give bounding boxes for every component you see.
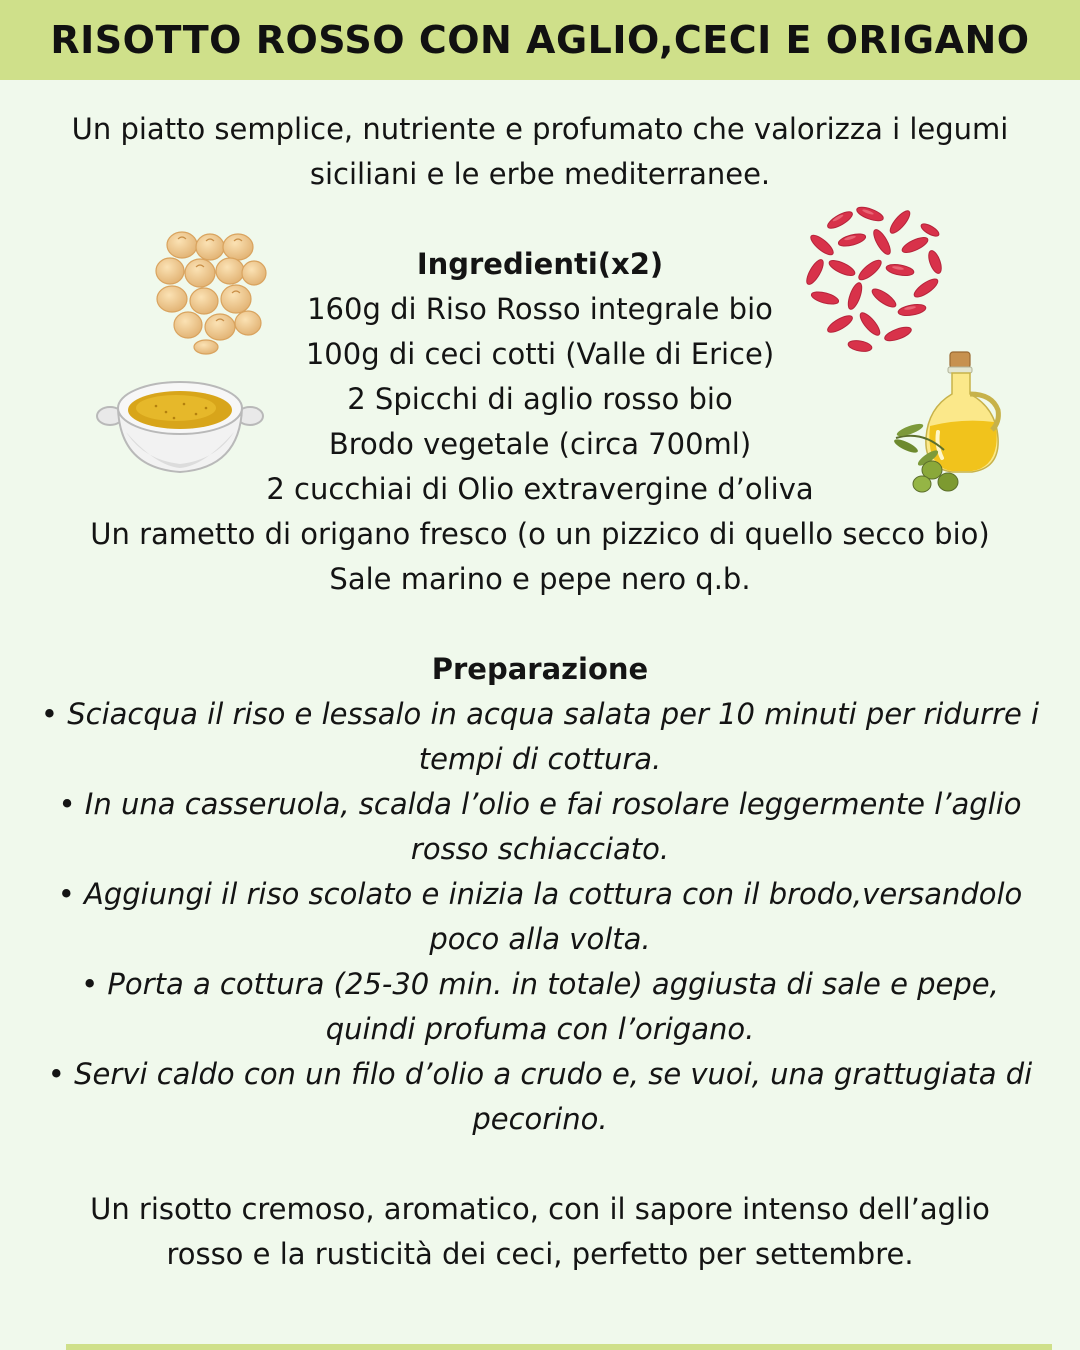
preparation-heading: Preparazione [431, 652, 649, 686]
intro-line-1: Un piatto semplice, nutriente e profumato che valorizza i legumi [71, 112, 1009, 146]
outro-line-1: Un risotto cremoso, aromatico, con il sapore intenso dell’aglio [90, 1192, 990, 1226]
ingredients-heading: Ingredienti(x2) [416, 247, 664, 281]
red-rice-icon [800, 200, 950, 355]
preparation-line: • Porta a cottura (25-30 min. in totale) aggiusta di sale e pepe, [81, 967, 999, 1001]
ingredient-item: 160g di Riso Rosso integrale bio [307, 292, 773, 326]
preparation-line: • Aggiungi il riso scolato e inizia la cottura con il brodo,versandolo [57, 877, 1023, 911]
broth-bowl-icon [96, 372, 264, 476]
recipe-title: RISOTTO ROSSO CON AGLIO,CECI E ORIGANO [50, 18, 1030, 62]
preparation-line: tempi di cottura. [418, 742, 662, 776]
preparation-line: pecorino. [472, 1102, 608, 1136]
ingredient-item: Sale marino e pepe nero q.b. [329, 562, 751, 596]
footer-bar [66, 1344, 1052, 1350]
preparation-line: • Sciacqua il riso e lessalo in acqua salata per 10 minuti per ridurre i [40, 697, 1040, 731]
olive-oil-bottle-icon [892, 350, 1012, 500]
preparation-line: quindi profuma con l’origano. [325, 1012, 755, 1046]
ingredient-item: 2 Spicchi di aglio rosso bio [347, 382, 733, 416]
intro-line-2: siciliani e le erbe mediterranee. [309, 157, 771, 191]
preparation-line: rosso schiacciato. [410, 832, 670, 866]
outro-line-2: rosso e la rusticità dei ceci, perfetto per settembre. [166, 1237, 914, 1271]
ingredient-item: Brodo vegetale (circa 700ml) [328, 427, 752, 461]
ingredient-item: 100g di ceci cotti (Valle di Erice) [305, 337, 775, 371]
chickpeas-icon [150, 225, 270, 355]
preparation-line: • In una casseruola, scalda l’olio e fai rosolare leggermente l’aglio [58, 787, 1022, 821]
ingredient-item: 2 cucchiai di Olio extravergine d’oliva [266, 472, 814, 506]
preparation-line: poco alla volta. [429, 922, 651, 956]
ingredient-item: Un rametto di origano fresco (o un pizzico di quello secco bio) [90, 517, 990, 551]
preparation-line: • Servi caldo con un filo d’olio a crudo e, se vuoi, una grattugiata di [47, 1057, 1033, 1091]
